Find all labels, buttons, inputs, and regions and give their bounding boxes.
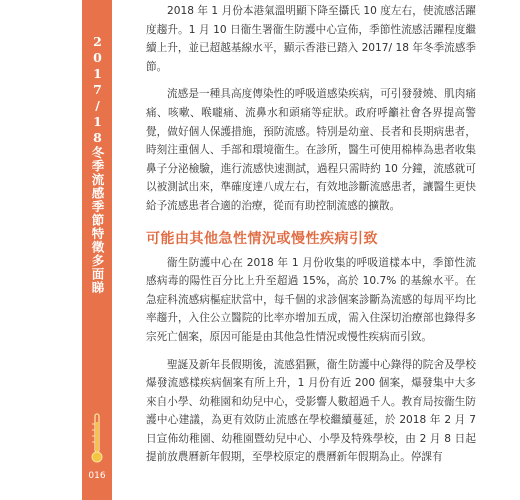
- article-body: [146, 2, 476, 476]
- section-heading: 可能由其他急性情況或慢性疾病引致: [146, 230, 378, 247]
- running-title: 2017/18冬季流感季節特徵多面睇: [90, 34, 105, 295]
- thermometer-icon: [89, 412, 105, 464]
- paragraph: 衞生防護中心在 2018 年 1 月份收集的呼吸道樣本中，季節性流感病毒的陽性百分比上升至超過 15%，高於 10.7% 的基線水平。在急症科流感病樞症狀當中，每千個的求診個案診斷為流感的每周平均比率趨升，入住公立醫院的比率亦增加五成，需入住深切治療部也錄得多宗死亡個案，原因可能是由其他急性情況或慢性疾病而引致。: [146, 256, 476, 343]
- page-number: 016: [88, 471, 106, 481]
- paragraph: 流感是一種具高度傳染性的呼吸道感染疾病，可引發發燒、肌肉痛痛、咳嗽、喉嚨痛、流鼻水和頭痛等症狀。政府呼籲社會各界提高警覺，做好個人保護措施，預防流感。特別是幼童、長者和長期病患者，時刻注重個人、手部和環境衞生。在診所，醫生可使用棉棒為患者收集鼻子分泌檢驗，進行流感快速測試，過程只需時約 10 分鐘，流感就可以被測試出來，準確度達八成左右，有效地診斷流感患者，讓醫生更快給予流感患者合適的治療，從而有助控制流感的擴散。: [146, 88, 476, 212]
- paragraph: 聖誕及新年長假期後，流感猖獗，衞生防護中心錄得的院舍及學校爆發流感樣疾病個案有所上升，1 月份有近 200 個案，爆發集中大多來自小學、幼稚園和幼兒中心，受影響人數超過千人。教育局按衞生防護中心建議，為更有效防止流感在學校繼續蔓延，於 2018 年 2 月 7 日宣佈幼稚園、幼稚園暨幼兒中心、小學及特殊學校，由 2 月 8 日起提前放農曆新年假期，至學校原定的農曆新年假期為止。停課有: [146, 358, 476, 464]
- paragraph: 2018 年 1 月份本港氣溫明顯下降至攝氏 10 度左右，使流感活躍度趨升。1 月 10 日衞生署衞生防護中心宣佈，季節性流感活躍程度繼續上升，並已超越基線水平，顯示香港已踏入 2017/ 18 年冬季流感季節。: [146, 5, 476, 73]
- sidebar: [82, 0, 112, 500]
